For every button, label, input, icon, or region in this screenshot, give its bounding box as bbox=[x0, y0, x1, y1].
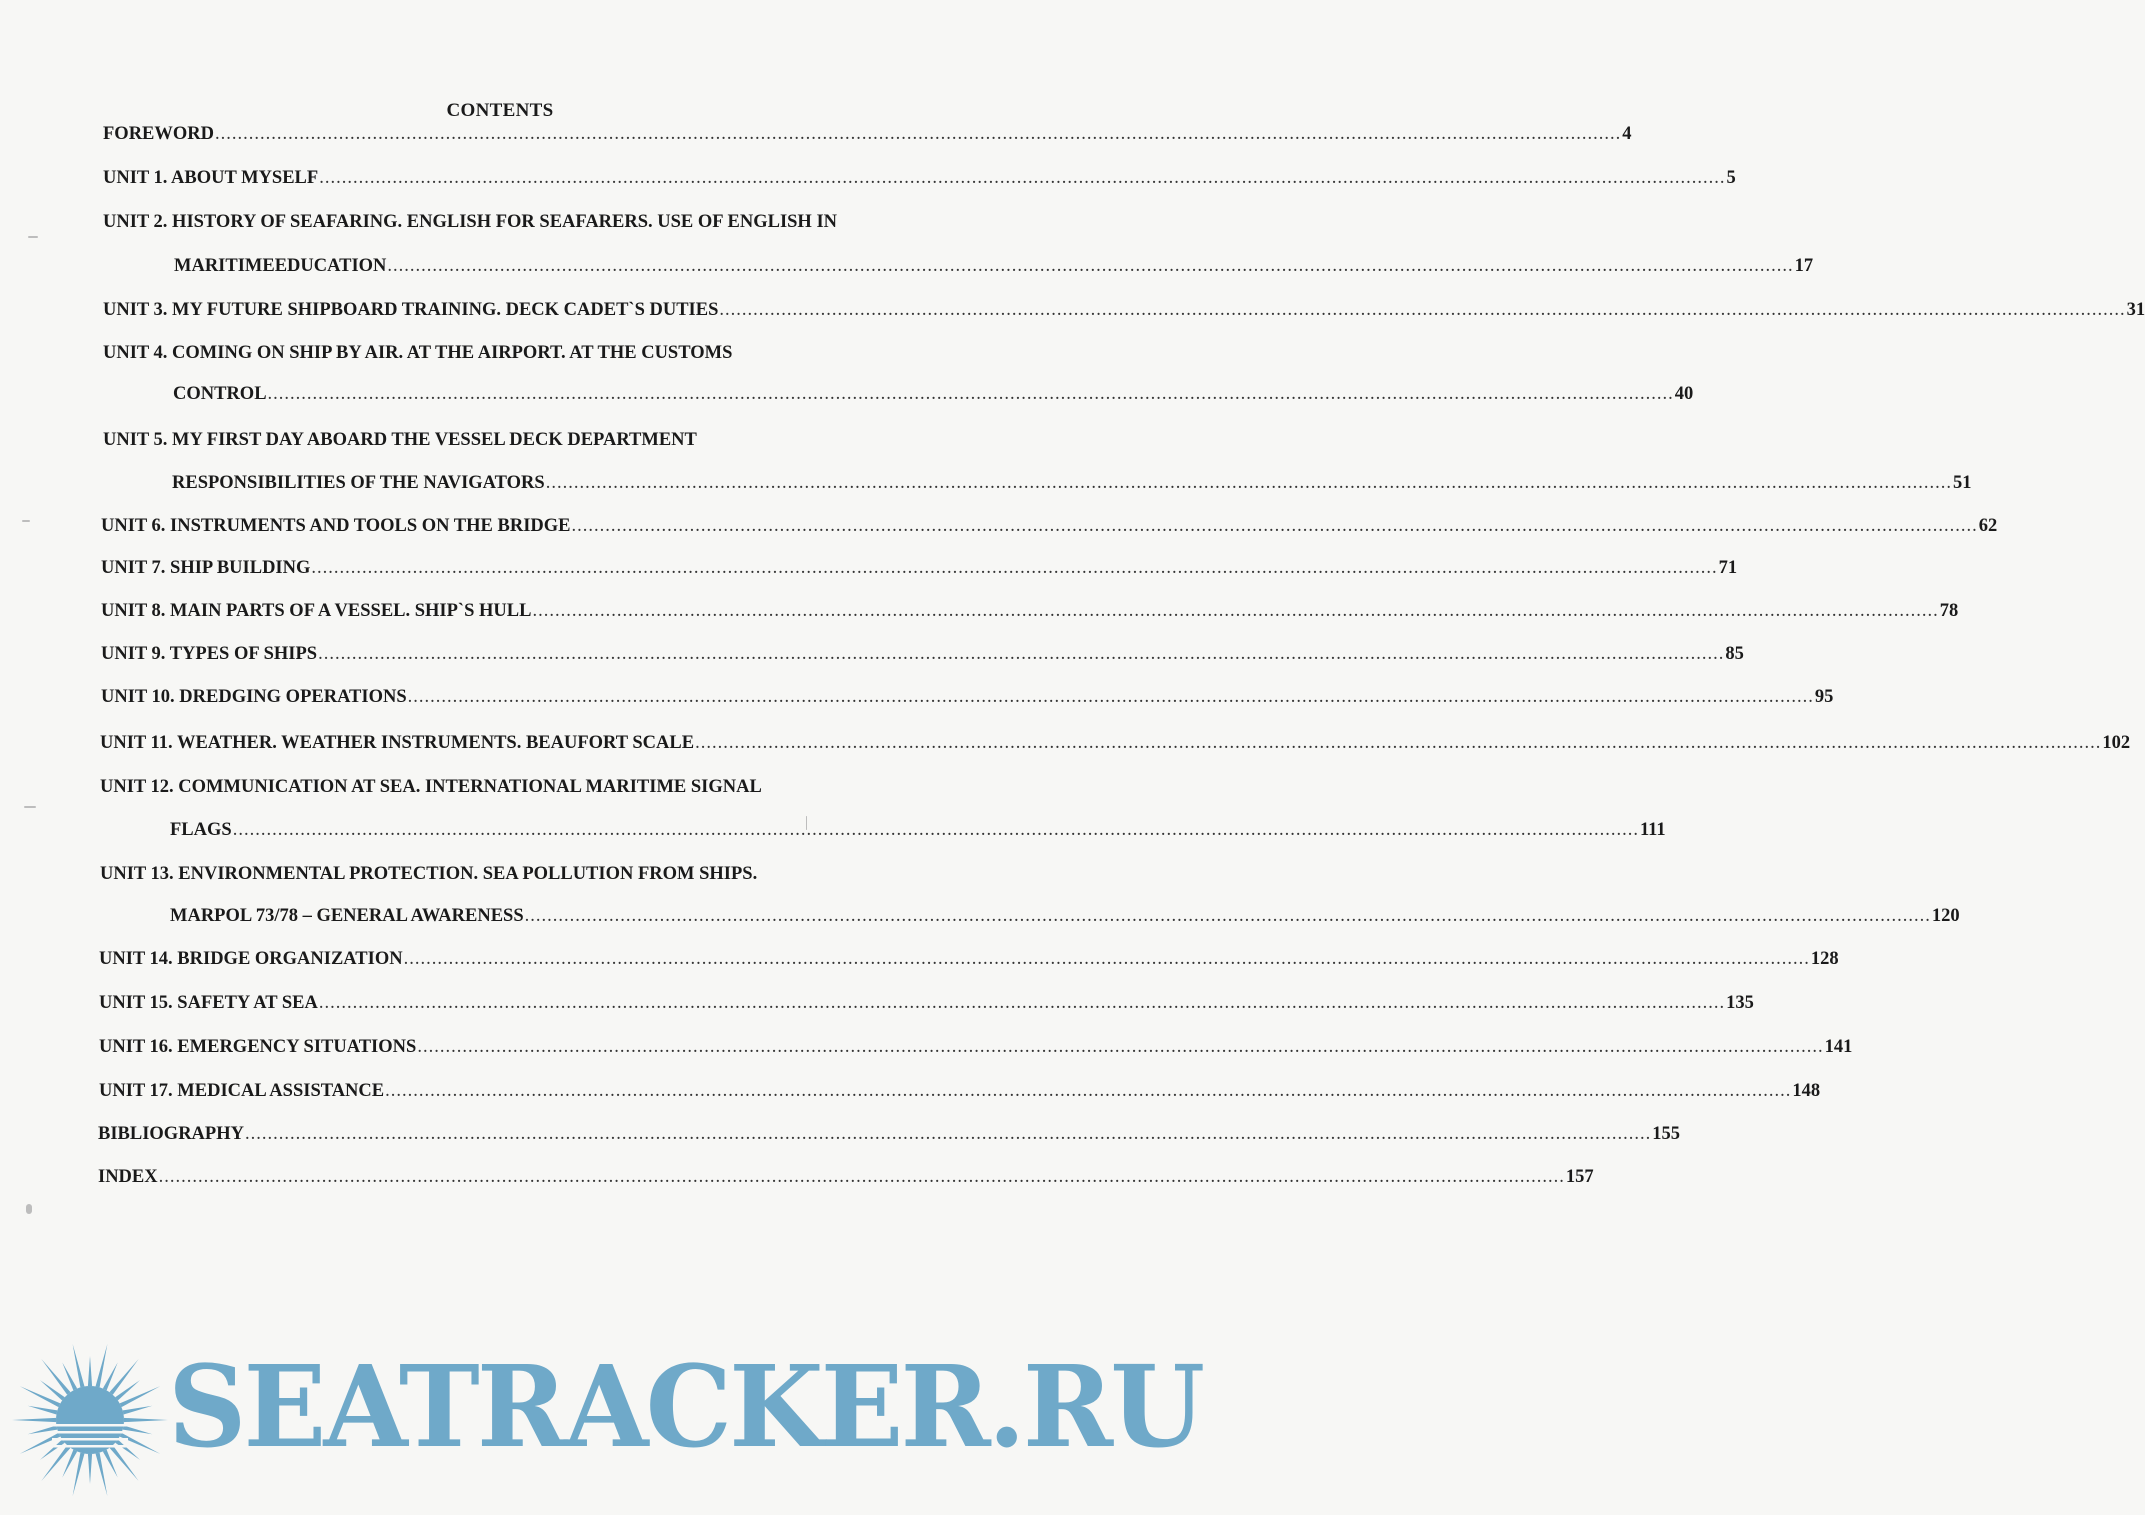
wave-line bbox=[52, 1424, 128, 1427]
sun-ray bbox=[120, 1433, 161, 1454]
toc-entry-label: UNIT 16. EMERGENCY SITUATIONS bbox=[99, 1037, 417, 1057]
toc-entry-label: RESPONSIBILITIES OF THE NAVIGATORS bbox=[172, 473, 545, 493]
wave-line bbox=[52, 1445, 128, 1448]
toc-entry bbox=[98, 1167, 1594, 1188]
leader-dots bbox=[245, 1124, 1651, 1145]
sun-ray bbox=[96, 1344, 108, 1387]
leader-dots bbox=[387, 256, 1793, 277]
toc-entry bbox=[170, 906, 1960, 927]
leader-dots bbox=[311, 558, 1717, 579]
leader-dots bbox=[695, 733, 2101, 754]
sun-ray bbox=[120, 1386, 161, 1407]
leader-dots bbox=[159, 1167, 1565, 1188]
toc-entry-label: UNIT 17. MEDICAL ASSISTANCE bbox=[99, 1081, 385, 1101]
toc-entry-page: 40 bbox=[1674, 384, 1694, 404]
sun-ray bbox=[28, 1406, 58, 1415]
toc-entry bbox=[173, 384, 1694, 405]
leader-dots bbox=[268, 384, 1674, 405]
toc-entry bbox=[103, 212, 898, 233]
toc-entry bbox=[172, 473, 1972, 494]
toc-entry bbox=[101, 687, 1834, 708]
toc-entry-label: CONTROL bbox=[173, 384, 267, 404]
toc-entry bbox=[103, 168, 1736, 189]
toc-entry-label: UNIT 12. COMMUNICATION AT SEA. INTERNATIONAL MARITIME SIGNAL bbox=[100, 777, 762, 797]
sun-ray bbox=[88, 1454, 92, 1484]
toc-entry-label: UNIT 1. ABOUT MYSELF bbox=[103, 168, 319, 188]
toc-entry bbox=[99, 1081, 1821, 1102]
toc-entry-page: 5 bbox=[1726, 168, 1736, 188]
toc-entry-page: 17 bbox=[1794, 256, 1814, 276]
leader-dots bbox=[719, 300, 2125, 321]
toc-entry-label: UNIT 9. TYPES OF SHIPS bbox=[101, 644, 318, 664]
toc-entry bbox=[103, 124, 1632, 145]
toc-entry bbox=[101, 516, 1998, 537]
sun-ray bbox=[73, 1344, 85, 1387]
toc-entry-page: 4 bbox=[1622, 124, 1632, 144]
toc-entry bbox=[99, 1037, 1853, 1058]
scan-speck bbox=[26, 1204, 32, 1214]
leader-dots bbox=[408, 687, 1814, 708]
toc-entry-page: 85 bbox=[1725, 644, 1744, 664]
toc-entry-label: UNIT 6. INSTRUMENTS AND TOOLS ON THE BRIDGE bbox=[101, 516, 571, 536]
toc-entry bbox=[103, 343, 898, 364]
leader-dots bbox=[546, 473, 1952, 494]
leader-dots bbox=[233, 820, 1639, 841]
toc-entry-page: 95 bbox=[1814, 687, 1834, 707]
toc-entry-page: 102 bbox=[2102, 733, 2131, 753]
toc-entry-page: 51 bbox=[1952, 473, 1972, 493]
toc-entry bbox=[99, 949, 1839, 970]
sun-ray bbox=[41, 1445, 70, 1481]
toc-entry bbox=[100, 864, 895, 885]
toc-entry-label: UNIT 14. BRIDGE ORGANIZATION bbox=[99, 949, 403, 969]
leader-dots bbox=[417, 1037, 1823, 1058]
toc-entry-page: 148 bbox=[1792, 1081, 1821, 1101]
leader-dots bbox=[319, 993, 1725, 1014]
toc-entry-label: UNIT 11. WEATHER. WEATHER INSTRUMENTS. BEAUFORT SCALE bbox=[100, 733, 695, 753]
leader-dots bbox=[404, 949, 1810, 970]
contents-title: CONTENTS bbox=[446, 100, 554, 121]
toc-entry bbox=[103, 430, 898, 451]
leader-dots bbox=[215, 124, 1621, 145]
leader-dots bbox=[318, 644, 1724, 665]
toc-entry bbox=[100, 777, 895, 798]
sun-ray bbox=[110, 1445, 139, 1481]
leader-dots bbox=[571, 516, 1977, 537]
toc-entry-label: UNIT 8. MAIN PARTS OF A VESSEL. SHIP`S HULL bbox=[101, 601, 532, 621]
leader-dots bbox=[385, 1081, 1791, 1102]
scan-speck bbox=[24, 806, 36, 808]
toc-entry-label: FLAGS bbox=[170, 820, 232, 840]
toc-entry-page: 78 bbox=[1939, 601, 1959, 621]
toc-entry-label: FOREWORD bbox=[103, 124, 214, 144]
toc-entry bbox=[101, 558, 1738, 579]
toc-entry-label: UNIT 4. COMING ON SHIP BY AIR. AT THE AIRPORT. AT THE CUSTOMS bbox=[103, 343, 733, 363]
toc-entry-page: 141 bbox=[1824, 1037, 1853, 1057]
toc-entry-label: MARITIMEEDUCATION bbox=[174, 256, 387, 276]
leader-dots bbox=[319, 168, 1725, 189]
toc-entry-page: 31 bbox=[2126, 300, 2145, 320]
watermark-text: SEATRACKER.RU bbox=[168, 1342, 1203, 1473]
sun-ray bbox=[12, 1418, 56, 1422]
toc-entry-label: BIBLIOGRAPHY bbox=[98, 1124, 244, 1144]
toc-entry-label: MARPOL 73/78 – GENERAL AWARENESS bbox=[170, 906, 524, 926]
toc-entry-page: 135 bbox=[1726, 993, 1754, 1013]
toc-entry-label: UNIT 2. HISTORY OF SEAFARING. ENGLISH FOR SEAFARERS. USE OF ENGLISH IN bbox=[103, 212, 838, 232]
toc-entry-label: UNIT 5. MY FIRST DAY ABOARD THE VESSEL DECK DEPARTMENT bbox=[103, 430, 697, 450]
leader-dots bbox=[532, 601, 1938, 622]
sun-ray bbox=[20, 1386, 61, 1407]
toc-entry-page: 71 bbox=[1718, 558, 1738, 578]
scan-speck bbox=[806, 816, 807, 830]
sun-ray bbox=[124, 1418, 168, 1422]
toc-entry bbox=[99, 993, 1754, 1014]
wave-line bbox=[52, 1438, 128, 1441]
leader-dots bbox=[525, 906, 1931, 927]
toc-entry bbox=[98, 1124, 1680, 1145]
sun-ray bbox=[96, 1453, 108, 1496]
toc-entry-page: 111 bbox=[1639, 820, 1666, 840]
toc-entry-label: UNIT 3. MY FUTURE SHIPBOARD TRAINING. DECK CADET`S DUTIES bbox=[103, 300, 719, 320]
toc-entry-page: 62 bbox=[1978, 516, 1998, 536]
toc-entry bbox=[174, 256, 1814, 277]
toc-entry-page: 157 bbox=[1565, 1167, 1594, 1187]
scan-speck bbox=[28, 236, 38, 238]
toc-entry-label: UNIT 15. SAFETY AT SEA bbox=[99, 993, 318, 1013]
toc-entry-label: UNIT 7. SHIP BUILDING bbox=[101, 558, 311, 578]
wave-line bbox=[52, 1431, 128, 1434]
sun-ray bbox=[73, 1453, 85, 1496]
toc-entry-page: 155 bbox=[1652, 1124, 1680, 1144]
sun-ray bbox=[20, 1433, 61, 1454]
toc-entry bbox=[100, 733, 2131, 754]
sun-ray bbox=[88, 1356, 92, 1386]
toc-entry-label: UNIT 10. DREDGING OPERATIONS bbox=[101, 687, 407, 707]
toc-entry-label: INDEX bbox=[98, 1167, 158, 1187]
sun-ray bbox=[41, 1359, 70, 1395]
toc-entry bbox=[170, 820, 1666, 841]
toc-entry-page: 120 bbox=[1931, 906, 1960, 926]
sun-ray bbox=[110, 1359, 139, 1395]
sun-disc bbox=[56, 1386, 124, 1454]
toc-entry bbox=[101, 601, 1959, 622]
toc-entry bbox=[101, 644, 1744, 665]
toc-entry-label: UNIT 13. ENVIRONMENTAL PROTECTION. SEA POLLUTION FROM SHIPS. bbox=[100, 864, 758, 884]
sun-ray bbox=[123, 1406, 153, 1415]
toc-entry-page: 128 bbox=[1810, 949, 1839, 969]
scan-speck bbox=[22, 520, 30, 522]
toc-entry bbox=[103, 300, 2145, 321]
